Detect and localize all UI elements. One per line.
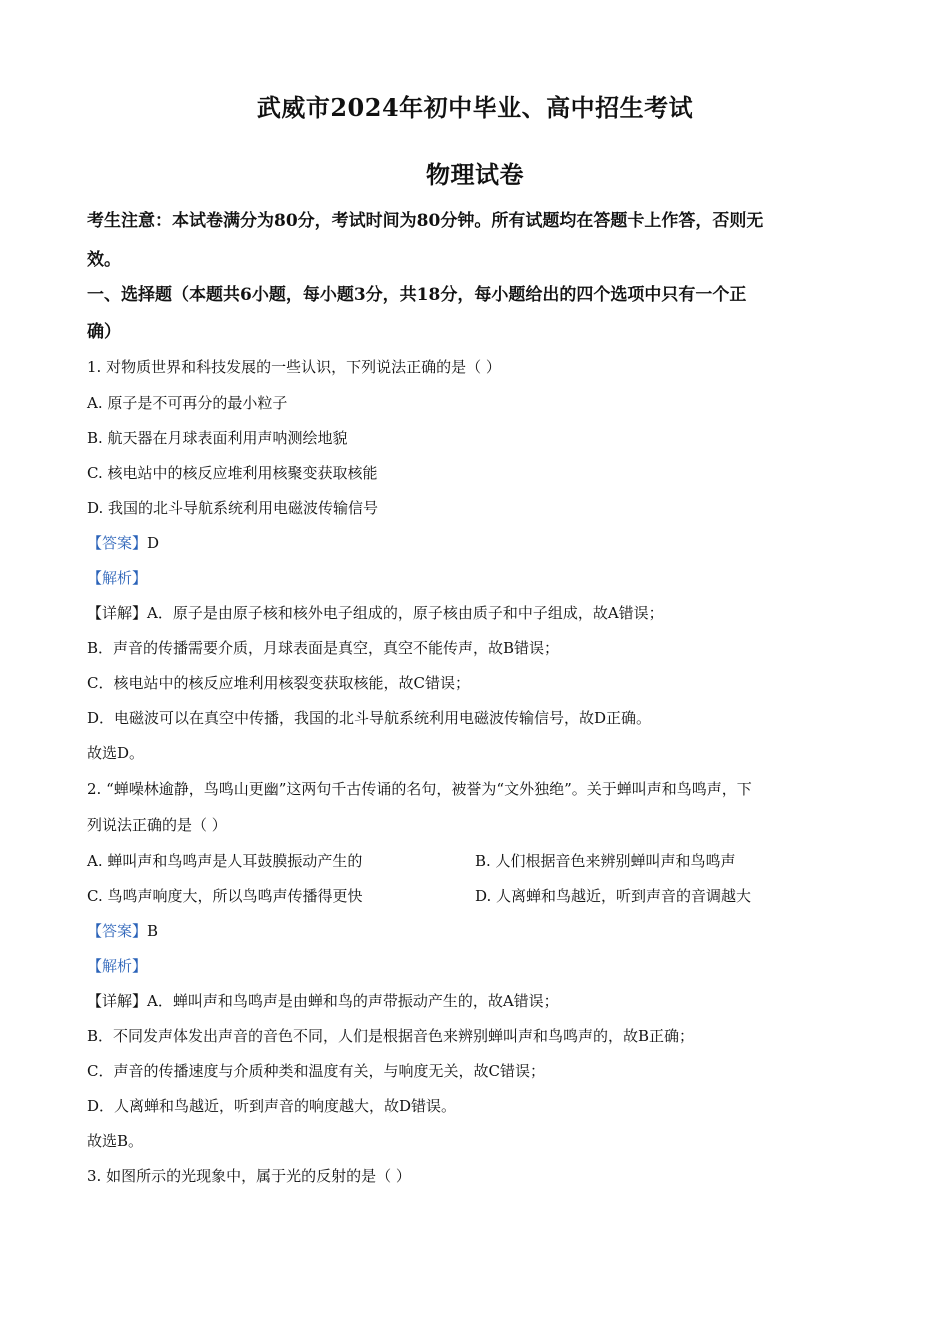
q1-detail-3: C．核电站中的核反应堆利用核裂变获取核能，故C错误； xyxy=(87,674,470,692)
q2-detail-4: D．人离蝉和鸟越近，听到声音的响度越大，故D错误。 xyxy=(87,1097,457,1115)
detail-text: A．原子是由原子核和核外电子组成的，原子核由质子和中子组成，故A错误； xyxy=(147,604,664,622)
q2-conclusion: 故选B。 xyxy=(87,1132,144,1150)
q2-stem-line-2: 列说法正确的是（ ） xyxy=(87,816,227,834)
q1-conclusion: 故选D。 xyxy=(87,744,145,762)
detail-tag: 【详解】 xyxy=(87,604,148,622)
q1-option-c: C. 核电站中的核反应堆利用核聚变获取核能 xyxy=(87,464,378,482)
section-heading-line-2: 确） xyxy=(87,322,121,342)
q1-option-d: D. 我国的北斗导航系统利用电磁波传输信号 xyxy=(87,499,379,517)
q2-option-c: C. 鸟鸣声响度大，所以鸟鸣声传播得更快 xyxy=(87,887,363,905)
q1-stem: 1. 对物质世界和科技发展的一些认识，下列说法正确的是（ ） xyxy=(87,358,501,376)
q1-detail-1 xyxy=(87,603,664,623)
q2-analysis-tag: 【解析】 xyxy=(87,957,148,975)
q3-stem: 3. 如图所示的光现象中，属于光的反射的是（ ） xyxy=(87,1167,411,1185)
q2-detail-2: B．不同发声体发出声音的音色不同，人们是根据音色来辨别蝉叫声和鸟鸣声的，故B正确； xyxy=(87,1027,695,1045)
q2-answer xyxy=(87,921,158,941)
q2-option-b: B. 人们根据音色来辨别蝉叫声和鸟鸣声 xyxy=(475,852,736,870)
q1-analysis-tag: 【解析】 xyxy=(87,569,148,587)
answer-value: B xyxy=(147,922,159,940)
q1-option-b: B. 航天器在月球表面利用声呐测绘地貌 xyxy=(87,429,348,447)
answer-tag: 【答案】 xyxy=(87,922,148,940)
notice-line-2: 效。 xyxy=(87,250,121,270)
q2-stem-line-1: 2. “蝉噪林逾静，鸟鸣山更幽”这两句千古传诵的名句，被誉为“文外独绝”。关于蝉叫声和鸟鸣声，下 xyxy=(87,780,752,798)
answer-tag: 【答案】 xyxy=(87,534,148,552)
detail-tag: 【详解】 xyxy=(87,992,148,1010)
answer-value: D xyxy=(147,534,160,552)
q2-option-a: A. 蝉叫声和鸟鸣声是人耳鼓膜振动产生的 xyxy=(87,852,363,870)
q1-detail-2: B．声音的传播需要介质，月球表面是真空，真空不能传声，故B错误； xyxy=(87,639,560,657)
exam-title: 武威市2024年初中毕业、高中招生考试 xyxy=(256,93,694,122)
q2-detail-1 xyxy=(87,991,559,1011)
q1-answer xyxy=(87,533,159,553)
q2-detail-3: C．声音的传播速度与介质种类和温度有关，与响度无关，故C错误； xyxy=(87,1062,545,1080)
section-heading-line-1: 一、选择题（本题共6小题，每小题3分，共18分，每小题给出的四个选项中只有一个正 xyxy=(87,285,747,305)
paper-subtitle: 物理试卷 xyxy=(426,160,524,189)
q1-detail-4: D．电磁波可以在真空中传播，我国的北斗导航系统利用电磁波传输信号，故D正确。 xyxy=(87,709,652,727)
q1-option-a: A. 原子是不可再分的最小粒子 xyxy=(87,394,288,412)
notice-line-1: 考生注意：本试卷满分为80分，考试时间为80分钟。所有试题均在答题卡上作答，否则无 xyxy=(87,211,764,231)
q2-option-d: D. 人离蝉和鸟越近，听到声音的音调越大 xyxy=(475,887,752,905)
detail-text: A．蝉叫声和鸟鸣声是由蝉和鸟的声带振动产生的，故A错误； xyxy=(147,992,559,1010)
